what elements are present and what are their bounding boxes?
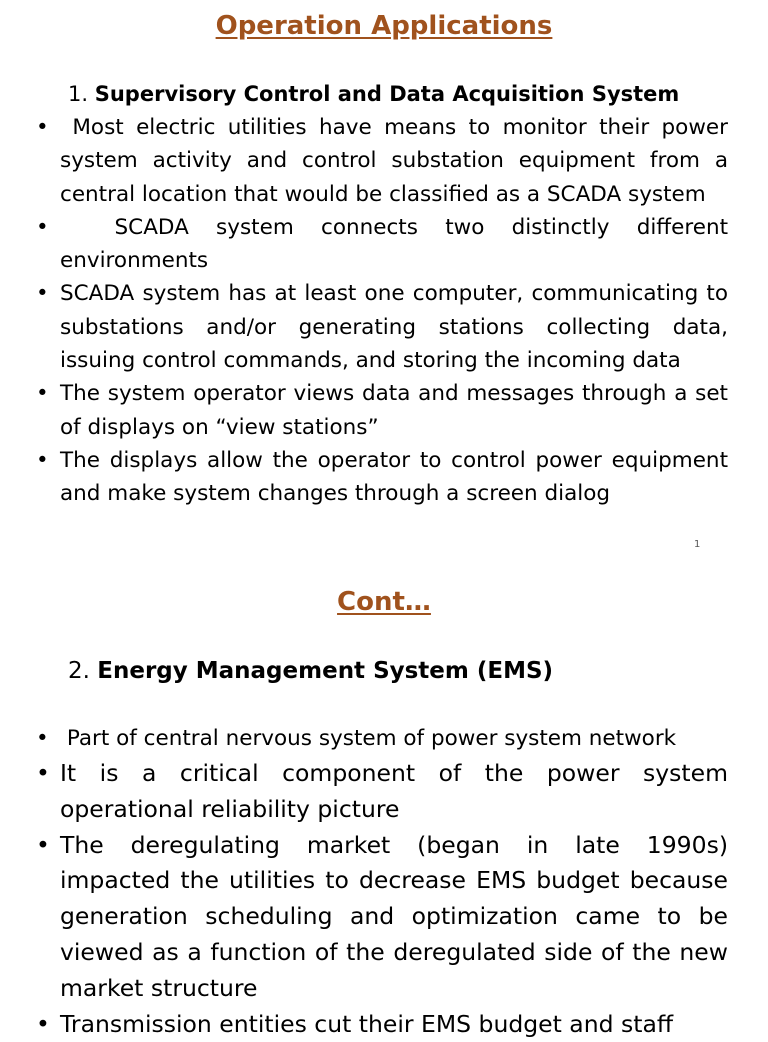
slide-1-title: Operation Applications xyxy=(215,11,553,41)
subheading-number: 1. xyxy=(68,82,89,106)
bullet-text: The deregulating market (began in late 1990s) impacted the utilities to decrease EMS budget because generation scheduling and optimization came to be viewed as a function of the deregulated side of the new market structure xyxy=(60,830,728,1002)
slide-2-title: Cont… xyxy=(337,587,431,617)
bullet-icon: • xyxy=(36,214,49,240)
bullet-item xyxy=(36,377,728,444)
bullet-text: Part of central nervous system of power system network xyxy=(66,726,677,751)
slide-1-bullet-list xyxy=(36,111,729,511)
bullet-icon: • xyxy=(36,830,50,859)
bullet-text: It is a critical component of the power system operational reliability picture xyxy=(60,759,728,823)
bullet-icon: • xyxy=(36,115,49,140)
bullet-item xyxy=(36,211,729,278)
slide-1-subheading xyxy=(68,80,679,108)
bullet-icon: • xyxy=(36,1009,50,1038)
bullet-text: Most electric utilities have means to monitor their power system activity and control substation equipment from a central location that would be classified as a SCADA system xyxy=(60,115,728,207)
bullet-item xyxy=(36,722,728,756)
bullet-item xyxy=(36,277,728,377)
bullet-item xyxy=(36,756,728,828)
bullet-text: The displays allow the operator to control power equipment and make system changes through a screen dialog xyxy=(60,447,728,507)
bullet-item xyxy=(36,1007,728,1042)
subheading-text: Energy Management System (EMS) xyxy=(97,658,554,684)
bullet-icon: • xyxy=(36,726,49,751)
page-number: 1 xyxy=(694,539,701,550)
bullet-item xyxy=(36,828,728,1007)
slide-2-subheading xyxy=(68,656,553,686)
bullet-text: SCADA system has at least one computer, communicating to substations and/or generating stations collecting data, issuing control commands, and storing the incoming data xyxy=(60,281,728,374)
bullet-icon: • xyxy=(36,281,49,307)
slide-2 xyxy=(0,562,768,1038)
subheading-text: Supervisory Control and Data Acquisition System xyxy=(94,82,680,106)
bullet-item xyxy=(36,111,728,211)
bullet-text: Transmission entities cut their EMS budget and staff xyxy=(60,1009,674,1038)
bullet-text: The system operator views data and messages through a set of displays on “view stations” xyxy=(60,381,728,440)
subheading-number: 2. xyxy=(68,658,90,684)
slide-2-bullet-list xyxy=(36,722,728,1042)
bullet-icon: • xyxy=(36,447,49,473)
bullet-icon: • xyxy=(36,381,49,407)
bullet-text: SCADA system connects two distinctly different environments xyxy=(60,214,729,274)
bullet-item xyxy=(36,444,728,511)
bullet-icon: • xyxy=(36,759,50,787)
